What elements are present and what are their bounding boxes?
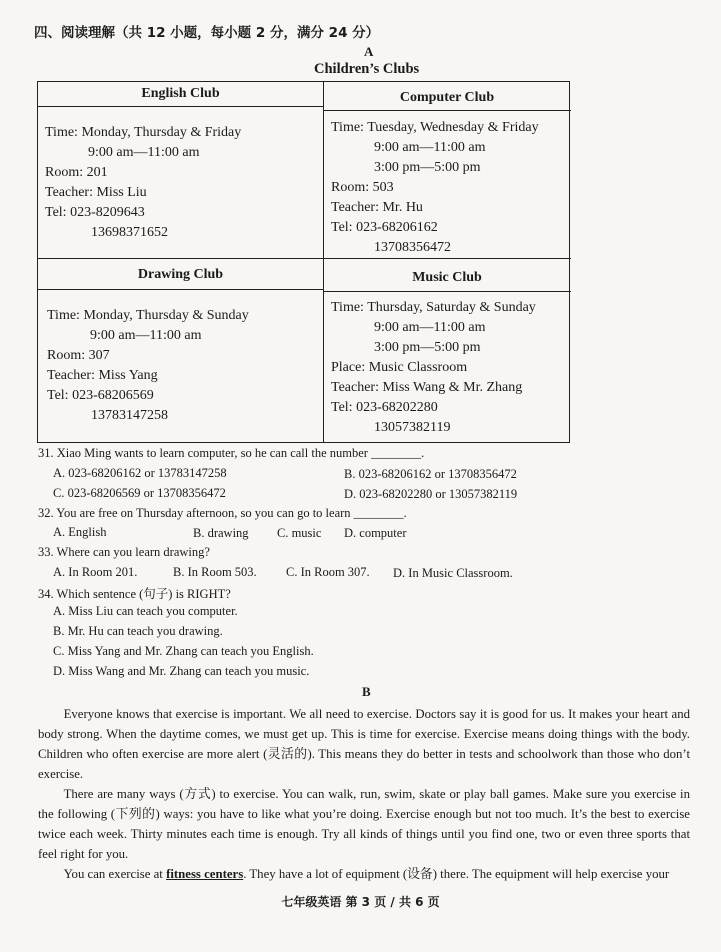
header-rule-music (323, 291, 571, 292)
clubs-table (37, 81, 570, 443)
row-divider (38, 258, 571, 259)
option-33-d: D. In Music Classroom. (393, 566, 513, 580)
option-34-a: A. Miss Liu can teach you computer. (53, 604, 238, 618)
option-34-d: D. Miss Wang and Mr. Zhang can teach you music. (53, 664, 310, 678)
option-33-a: A. In Room 201. (53, 565, 138, 579)
question-34: 34. Which sentence (句子) is RIGHT? (38, 587, 231, 601)
option-31-d: D. 023-68202280 or 13057382119 (344, 487, 518, 501)
option-34-b: B. Mr. Hu can teach you drawing. (53, 624, 223, 638)
club-info-computer: Time: Tuesday, Wednesday & Friday 9:00 am—11:00 am 3:00 pm—5:00 pm Room: 503 Teacher: Mr. Hu Tel: 023-68206162 13708356472 (331, 120, 539, 255)
page-footer: 七年级英语 第 3 页 / 共 6 页 (281, 895, 440, 909)
club-name-english: English Club (141, 86, 220, 101)
option-32-d: D. computer (344, 526, 407, 540)
question-32: 32. You are free on Thursday afternoon, so you can go to learn ________. (38, 506, 407, 520)
option-32-a: A. English (53, 525, 107, 539)
club-info-english: Time: Monday, Thursday & Friday 9:00 am—11:00 am Room: 201 Teacher: Miss Liu Tel: 023-8209643 13698371652 (45, 125, 242, 240)
club-info-music: Time: Thursday, Saturday & Sunday 9:00 am—11:00 am 3:00 pm—5:00 pm Place: Music Classroom Teacher: Miss Wang & Mr. Zhang Tel: 023-68202280 13057382119 (331, 300, 536, 435)
option-31-b: B. 023-68206162 or 13708356472 (344, 467, 517, 481)
question-31: 31. Xiao Ming wants to learn computer, so he can call the number ________. (38, 446, 425, 460)
club-name-computer: Computer Club (399, 90, 495, 105)
option-34-c: C. Miss Yang and Mr. Zhang can teach you English. (53, 644, 314, 658)
club-name-music: Music Club (412, 270, 482, 285)
header-rule-computer (323, 110, 571, 111)
option-32-c: C. music (277, 526, 322, 540)
question-33: 33. Where can you learn drawing? (38, 545, 210, 559)
passage-paragraph-2: There are many ways (方式) to exercise. You can walk, run, swim, skate or play ball games. Make sure you exercise in the following (下列的) ways: you have to like what you’re doing. Exercise enough but not too much. It’s the best to exercise twice each week. Thirty minutes each time is enough. Try all kinds of things until you find one, two or even three sports that feel right for you. (38, 787, 690, 861)
option-31-c: C. 023-68206569 or 13708356472 (53, 486, 226, 500)
option-32-b: B. drawing (193, 526, 249, 540)
table-title: Children’s Clubs (314, 61, 420, 77)
part-a-label: A (364, 44, 374, 59)
section-header: 四、阅读理解（共 12 小题，每小题 2 分，满分 24 分） (34, 25, 380, 41)
option-33-c: C. In Room 307. (286, 565, 370, 579)
header-rule-english (38, 106, 323, 107)
option-33-b: B. In Room 503. (173, 565, 257, 579)
passage-paragraph-1: Everyone knows that exercise is important. We all need to exercise. Doctors say it is good for us. It makes your heart and body strong. When the daytime comes, we must get up. This is time for exercise. Exercise means doing things with the body. Children who often exercise are more alert (灵活的). This means they do better in tests and schoolwork than those who don’t exercise. (38, 707, 690, 781)
fitness-centers-term: fitness centers (166, 867, 244, 881)
club-name-drawing: Drawing Club (137, 267, 224, 282)
passage-paragraph-3: You can exercise at fitness centers. They have a lot of equipment (设备) there. The equipment will help exercise your (63, 867, 670, 881)
club-info-drawing: Time: Monday, Thursday & Sunday 9:00 am—11:00 am Room: 307 Teacher: Miss Yang Tel: 023-68206569 13783147258 (47, 308, 249, 423)
part-b-label: B (362, 684, 371, 699)
table-divider-vertical (323, 82, 324, 442)
passage-b (38, 704, 690, 884)
header-rule-drawing (38, 289, 323, 290)
option-31-a: A. 023-68206162 or 13783147258 (53, 466, 227, 480)
